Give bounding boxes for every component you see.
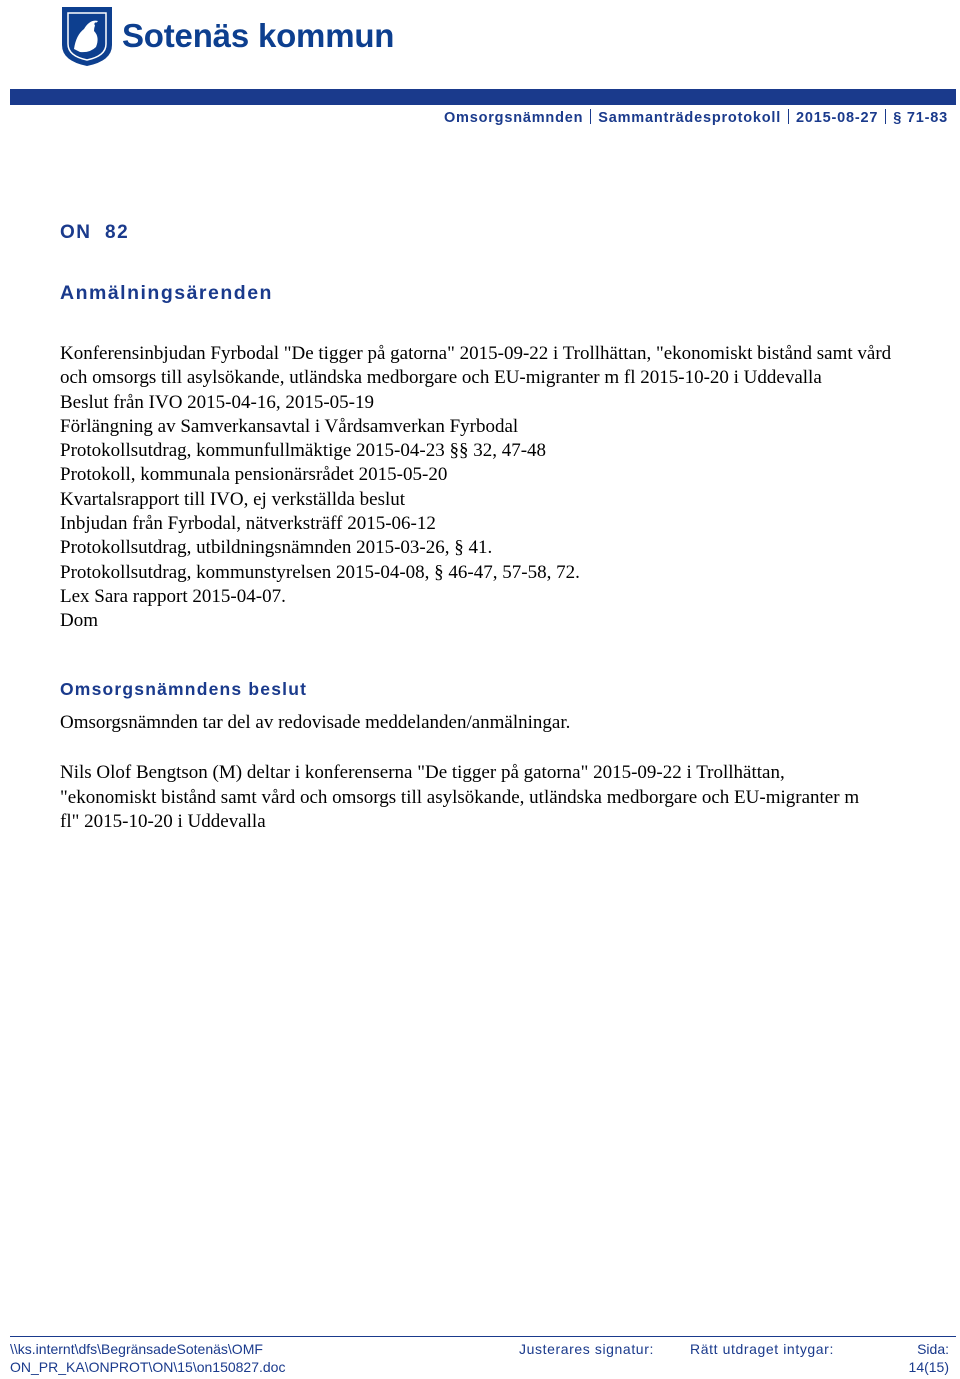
- list-item: Lex Sara rapport 2015-04-07.: [60, 585, 286, 607]
- items-list: [60, 342, 920, 634]
- decision-text: Omsorgsnämnden tar del av redovisade meddelanden/anmälningar.: [60, 712, 571, 733]
- document-header: [444, 109, 948, 126]
- list-item: Protokollsutdrag, kommunstyrelsen 2015-04-08, § 46-47, 57-58, 72.: [60, 561, 580, 583]
- note-paragraph: Nils Olof Bengtson (M) deltar i konferenserna "De tigger på gatorna" 2015-09-22 i Trollhättan, "ekonomiskt bistånd samt vård och omsorgs till asylsökande, utländska medborgare och EU-migranter m fl" 2015-10-20 i Uddevalla: [60, 762, 860, 832]
- section-number: ON 82: [60, 222, 130, 243]
- municipality-shield-icon: [60, 5, 114, 67]
- footer-file-path: [10, 1340, 285, 1376]
- page-label: Sida:: [917, 1341, 949, 1357]
- list-item: Protokollsutdrag, utbildningsnämnden 2015-03-26, § 41.: [60, 537, 493, 559]
- header-separator: [885, 109, 886, 124]
- list-item: Dom: [60, 610, 98, 632]
- page-title: Anmälningsärenden: [60, 282, 273, 304]
- header-separator: [590, 109, 591, 124]
- signature-label: Justerares signatur:: [519, 1341, 654, 1357]
- header-date: 2015-08-27: [796, 110, 879, 126]
- list-item: Inbjudan från Fyrbodal, nätverksträff 2015-06-12: [60, 513, 436, 535]
- page-number: [909, 1340, 949, 1376]
- page-value: 14(15): [908, 1359, 949, 1375]
- certified-label: Rätt utdraget intygar:: [690, 1341, 834, 1357]
- header-separator: [788, 109, 789, 124]
- municipality-logo: [60, 4, 394, 68]
- header-board: Omsorgsnämnden: [443, 110, 584, 126]
- header-rule: [10, 89, 956, 105]
- list-item: Protokoll, kommunala pensionärsrådet 2015-05-20: [60, 464, 448, 486]
- header-doc-type: Sammanträdesprotokoll: [598, 110, 782, 126]
- decision-heading: Omsorgsnämndens beslut: [60, 679, 308, 699]
- footer-rule: [10, 1336, 956, 1337]
- list-item: Konferensinbjudan Fyrbodal "De tigger på gatorna" 2015-09-22 i Trollhättan, "ekonomiskt bistånd samt vård och omsorgs till asylsökande, utländska medborgare och EU-migranter m fl 2015-10-20 i Uddevalla: [60, 343, 892, 389]
- footer-path-line2: ON_PR_KA\ONPROT\ON\15\on150827.doc: [10, 1359, 286, 1375]
- list-item: Kvartalsrapport till IVO, ej verkställda beslut: [60, 488, 406, 510]
- footer-path-line1: \\ks.internt\dfs\BegränsadeSotenäs\OMF: [10, 1341, 263, 1357]
- list-item: Beslut från IVO 2015-04-16, 2015-05-19: [60, 391, 374, 413]
- header-paragraphs: § 71-83: [893, 110, 948, 126]
- logo-text: Sotenäs kommun: [122, 17, 395, 54]
- list-item: Förlängning av Samverkansavtal i Vårdsamverkan Fyrbodal: [60, 415, 519, 437]
- list-item: Protokollsutdrag, kommunfullmäktige 2015-04-23 §§ 32, 47-48: [60, 440, 547, 462]
